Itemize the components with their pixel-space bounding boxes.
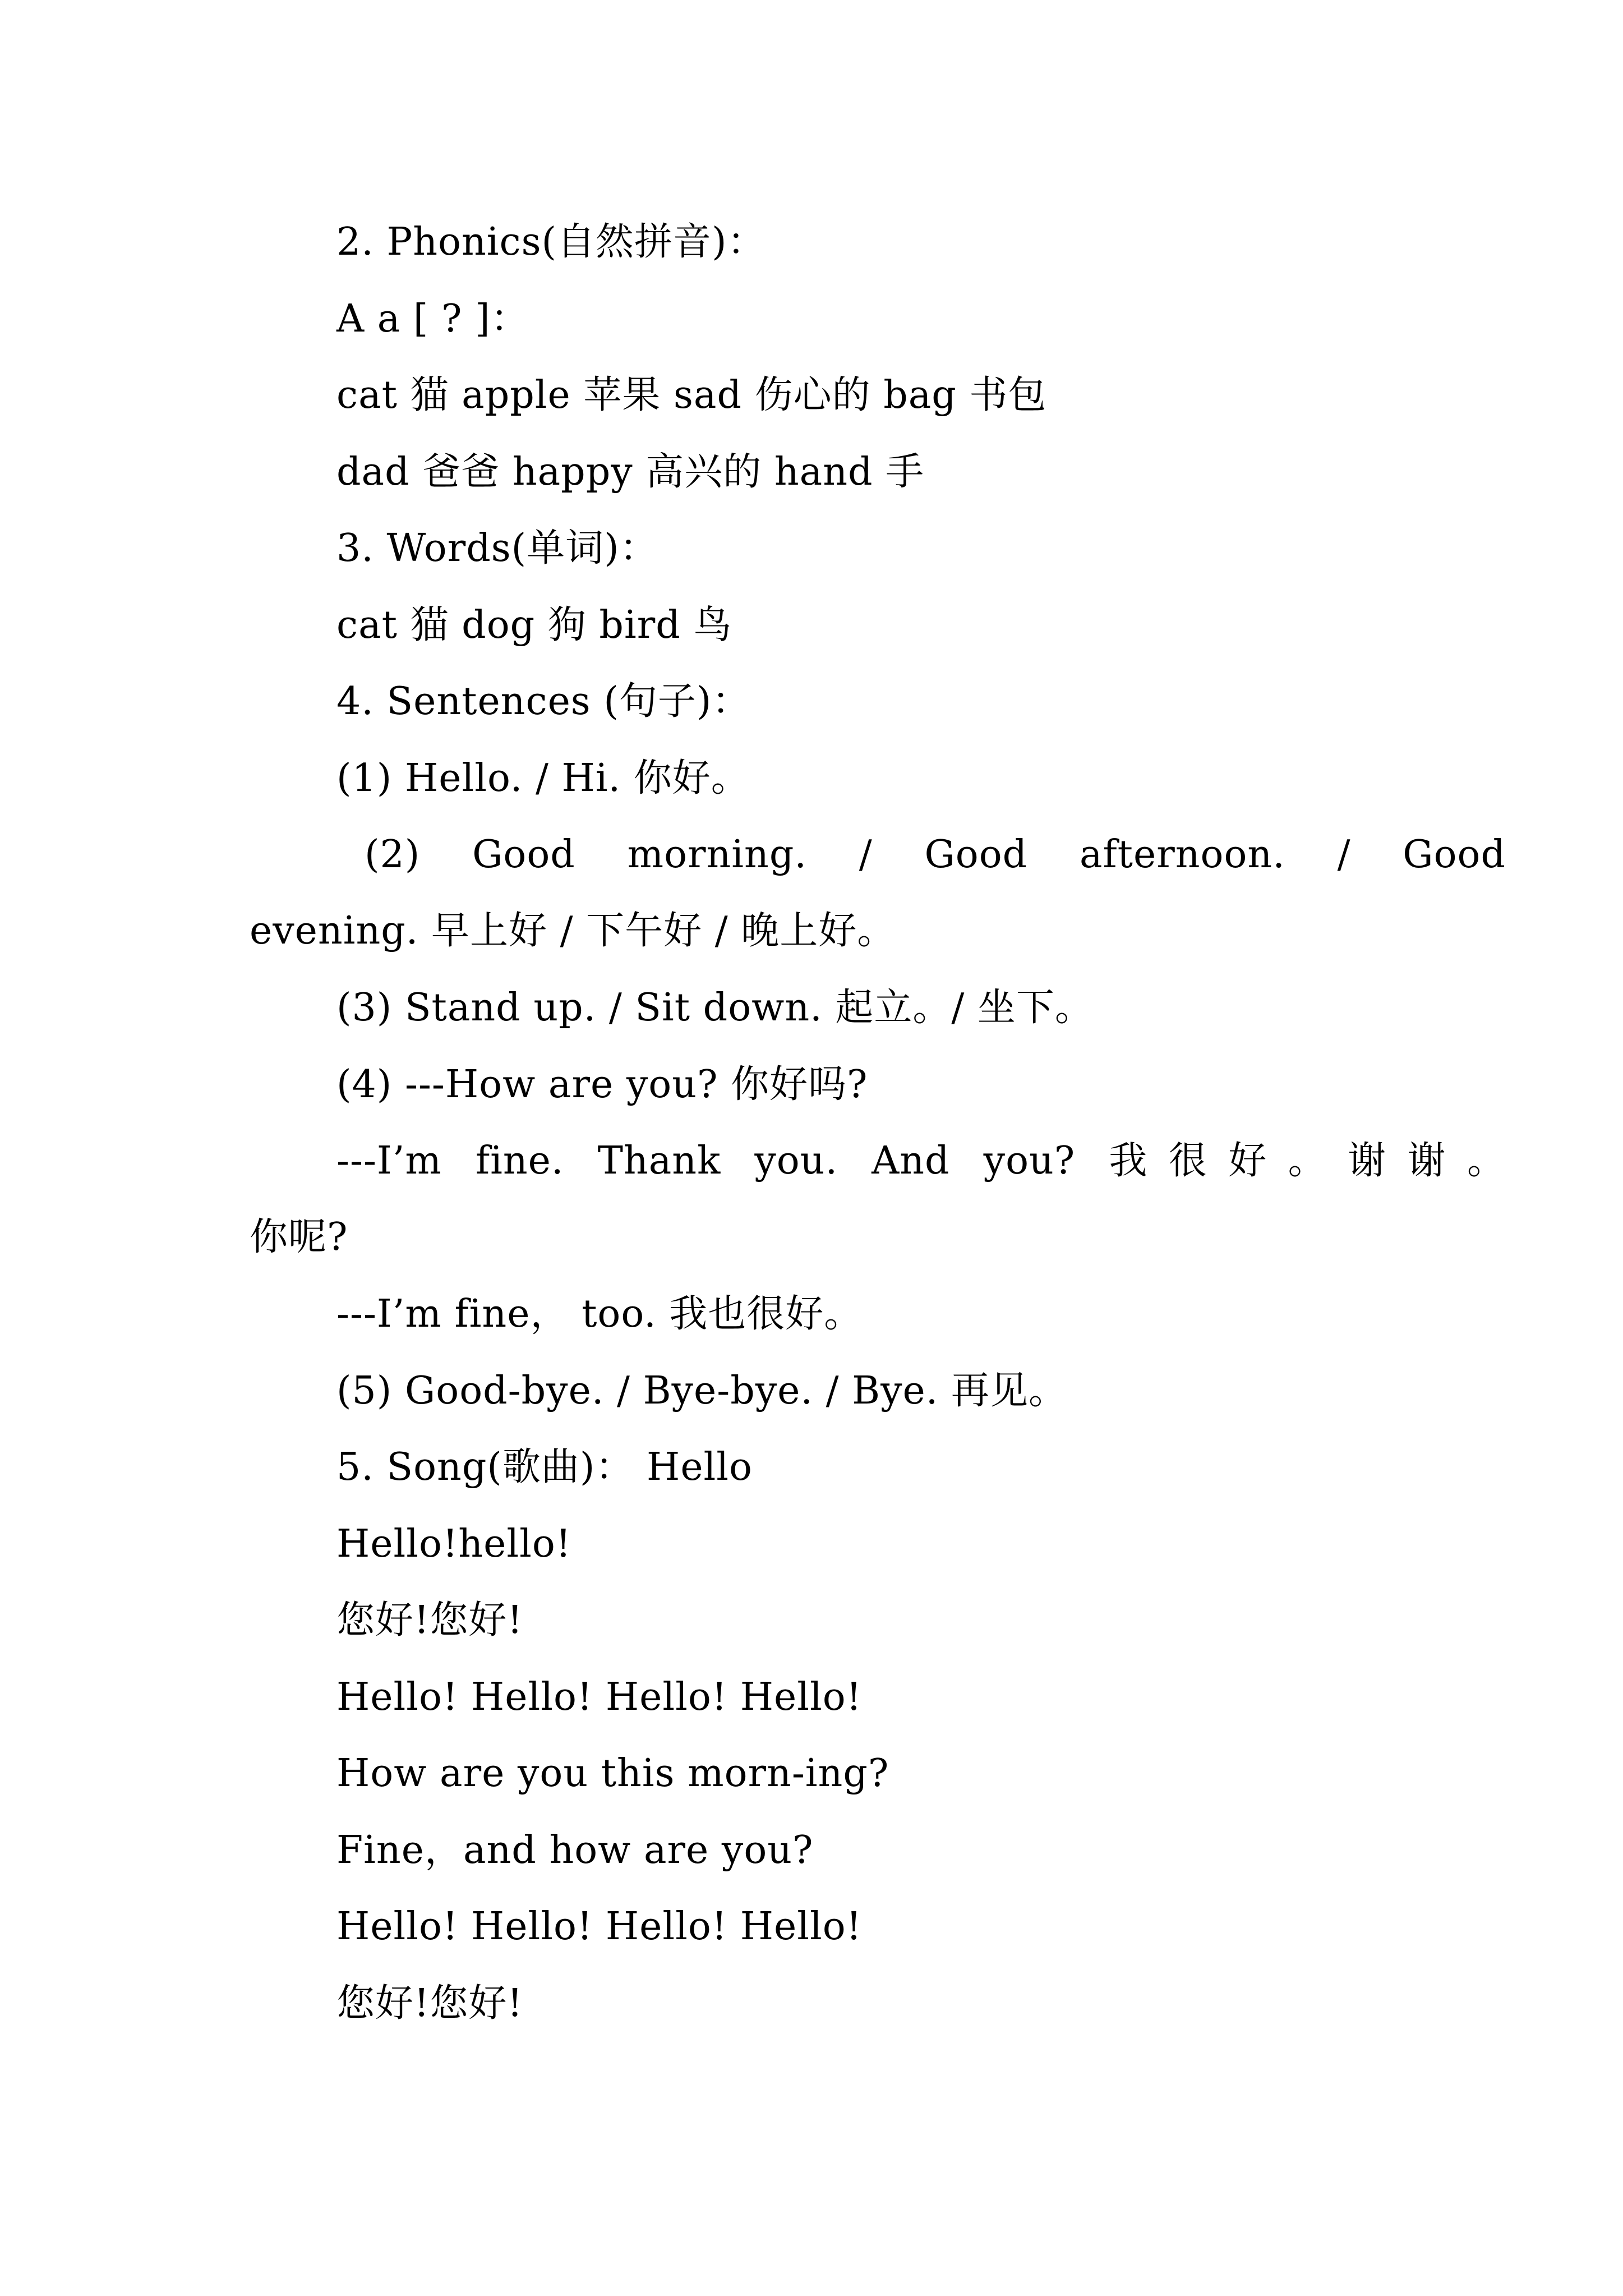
phonics-words-1: cat 猫 apple 苹果 sad 伤心的 bag 书包 — [336, 373, 1047, 417]
sentence-2 — [250, 832, 1506, 953]
sentence-4-reply-2: ---I’m fine， too. 我也很好。 — [336, 1292, 863, 1336]
sentence-4: (4) ---How are you? 你好吗? — [336, 1062, 868, 1107]
song-line-1: Hello!hello! — [336, 1522, 572, 1566]
sentence-3: (3) Stand up. / Sit down. 起立。/ 坐下。 — [336, 986, 1094, 1030]
song-line-2: 您好!您好! — [336, 1598, 523, 1642]
sentence-2-line-1: (2) Good morning. / Good afternoon. / Good — [365, 832, 1506, 877]
song-line-3: Hello! Hello! Hello! Hello! — [336, 1675, 863, 1719]
song-line-4: How are you this morn-ing? — [336, 1751, 889, 1796]
sentence-2-line-2: evening. 早上好 / 下午好 / 晚上好。 — [250, 909, 896, 953]
sentence-1: (1) Hello. / Hi. 你好。 — [336, 756, 750, 800]
phonics-letter: A a [ ? ]： — [336, 297, 529, 341]
phonics-words-2: dad 爸爸 happy 高兴的 hand 手 — [336, 450, 925, 494]
words-heading: 3. Words(单词)： — [336, 526, 658, 570]
sentence-4-reply-line-2: 你呢? — [250, 1215, 348, 1259]
song-heading: 5. Song(歌曲)： Hello — [336, 1445, 753, 1489]
words-list: cat 猫 dog 狗 bird 鸟 — [336, 603, 732, 647]
sentence-4-reply-line-1: ---I’m fine. Thank you. And you? 我很好。谢谢。 — [336, 1139, 1506, 1183]
song-line-5: Fine，and how are you? — [336, 1828, 814, 1872]
song-line-7: 您好!您好! — [336, 1981, 523, 2026]
sentences-heading: 4. Sentences (句子)： — [336, 679, 751, 724]
sentence-4-reply — [250, 1139, 1506, 1259]
song-line-6: Hello! Hello! Hello! Hello! — [336, 1904, 863, 1949]
sentence-5: (5) Good-bye. / Bye-bye. / Bye. 再见。 — [336, 1369, 1067, 1413]
phonics-heading: 2. Phonics(自然拼音)： — [336, 220, 766, 264]
